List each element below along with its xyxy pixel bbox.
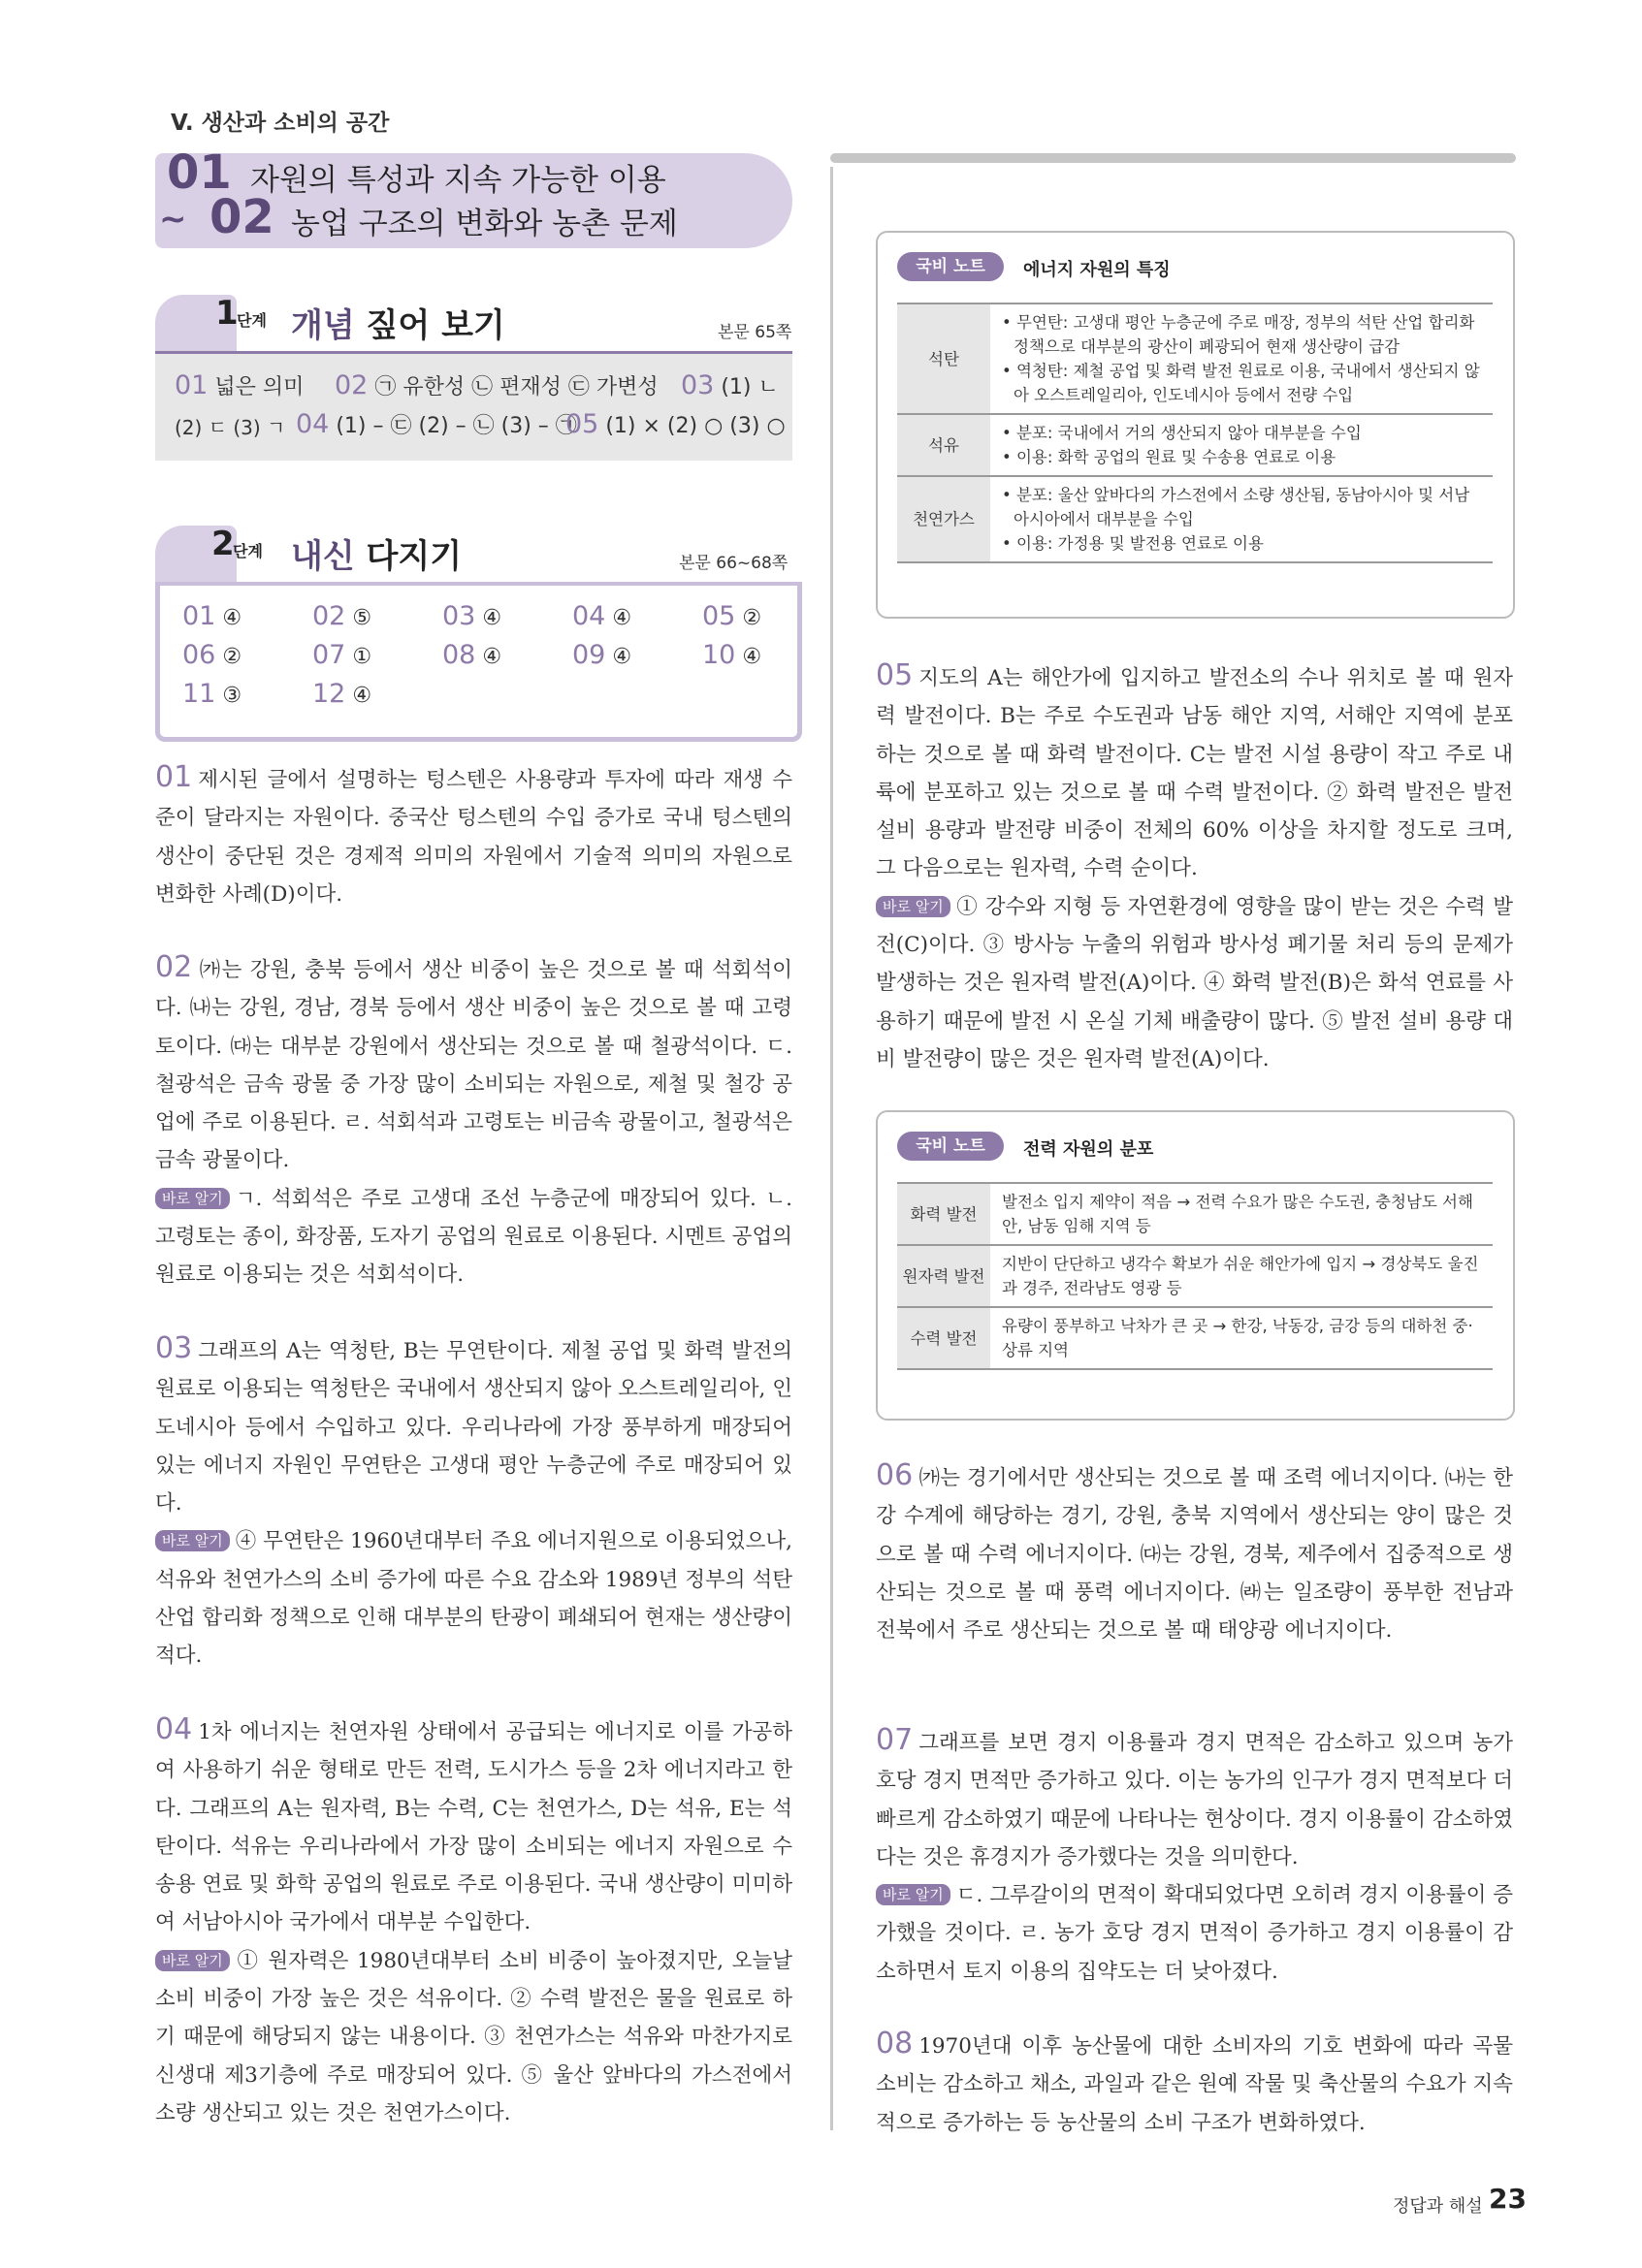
footer-label: 정답과 해설 [1393,2196,1483,2217]
step2-badge-unit: 단계 [233,542,263,560]
table-row [897,476,1493,562]
step2-answer: 02 ⑤ [312,601,372,631]
correction-tag: 바로 알기 [876,896,950,917]
step2-answer: 10 ④ [702,640,762,670]
step2-page-ref: 본문 66~68쪽 [679,554,789,573]
step2-answer: 01 ④ [182,601,242,631]
unit-title-2: 농업 구조의 변화와 농촌 문제 [291,207,678,241]
row-content: • 분포: 울산 앞바다의 가스전에서 소량 생산됨, 동남아시아 및 서남아시아에서 대부분을 수입 • 이용: 가정용 및 발전용 연료로 이용 [990,476,1493,562]
step2-answer: 07 ① [312,640,372,670]
explanation-02: 02 ㈎는 강원, 충북 등에서 생산 비중이 높은 것으로 볼 때 석회석이다. ㈏는 강원, 경남, 경북 등에서 생산 비중이 높은 것으로 볼 때 고령토이다. ㈐는 대부분 강원에서 생산되는 것으로 볼 때 철광석이다. ㄷ. 철광석은 금속 광물 중 가장 많이 소비되는 자원으로, 제철 및 철강 공업에 주로 이용된다. ㄹ. 석회석과 고령토는 비금속 광물이고, 철광석은 금속 광물이다. 바로 알기 ㄱ. 석회석은 주로 고생대 조선 누층군에 매장되어 있다. ㄴ. 고령토는 종이, 화장품, 도자기 공업의 원료로 이용된다. 시멘트 공업의 원료로 이용되는 것은 석회석이다. [155,950,792,1288]
note-title: 전력 자원의 분포 [1023,1139,1154,1160]
explanation-03: 03 그래프의 A는 역청탄, B는 무연탄이다. 제철 공업 및 화력 발전의 원료로 이용되는 역청탄은 국내에서 생산되지 않아 오스트레일리아, 인도네시아 등에서 수입하고 있다. 우리나라에 가장 풍부하게 매장되어 있는 에너지 자원인 무연탄은 고생대 평안 누층군에 주로 매장되어 있다. 바로 알기 ④ 무연탄은 1960년대부터 주요 에너지원으로 이용되었으나, 석유와 천연가스의 소비 증가에 따른 수요 감소와 1989년 정부의 석탄 산업 합리화 정책으로 인해 대부분의 탄광이 폐쇄되어 현재는 생산량이 적다. [155,1331,792,1669]
row-content: • 무연탄: 고생대 평안 누층군에 주로 매장, 정부의 석탄 산업 합리화 정책으로 대부분의 광산이 폐광되어 현재 생산량이 급감 • 역청탄: 제철 공업 및 화력 발전 원료로 이용, 국내에서 생산되지 않아 오스트레일리아, 인도네시아 등에서 전량 수입 [990,303,1493,414]
correction-tag: 바로 알기 [155,1950,230,1971]
row-content: • 분포: 국내에서 거의 생산되지 않아 대부분을 수입 • 이용: 화학 공업의 원료 및 수송용 연료로 이용 [990,414,1493,476]
note-power-distribution [876,1110,1515,1421]
table-row [897,1183,1493,1245]
row-header: 화력 발전 [897,1183,990,1245]
correction-tag: 바로 알기 [876,1884,950,1905]
note-title: 에너지 자원의 특징 [1023,260,1171,280]
step1-badge-unit: 단계 [237,311,267,330]
step2-answer: 03 ④ [442,601,502,631]
row-header: 수력 발전 [897,1307,990,1369]
step1-answer: 01 넓은 의미 [175,370,305,400]
step1-page-ref: 본문 65쪽 [718,323,792,342]
column-divider [830,167,833,2130]
row-header: 석탄 [897,303,990,414]
step2-title: 내신 다지기 [291,537,463,576]
note-table [897,1182,1493,1370]
note-badge: 국비 노트 [897,1132,1004,1161]
row-header: 원자력 발전 [897,1245,990,1307]
unit-title-1: 자원의 특성과 지속 가능한 이용 [250,163,666,198]
explanation-04: 04 1차 에너지는 천연자원 상태에서 공급되는 에너지로 이를 가공하여 사용하기 쉬운 형태로 만든 전력, 도시가스 등을 2차 에너지라고 한다. 그래프의 A는 원자력, B는 수력, C는 천연가스, D는 석유, E는 석탄이다. 석유는 우리나라에서 가장 많이 소비되는 에너지 자원으로 수송용 연료 및 화학 공업의 원료로 주로 이용된다. 국내 생산량이 미미하여 서남아시아 국가에서 대부분 수입한다. 바로 알기 ① 원자력은 1980년대부터 소비 비중이 높아졌지만, 오늘날 소비 비중이 가장 높은 것은 석유이다. ② 수력 발전은 물을 원료로 하기 때문에 해당되지 않는 내용이다. ③ 천연가스는 석유와 마찬가지로 신생대 제3기층에 주로 매장되어 있다. ⑤ 울산 앞바다의 가스전에서 소량 생산되고 있는 것은 천연가스이다. [155,1712,792,2125]
correction-tag: 바로 알기 [155,1188,230,1209]
explanation-07: 07 그래프를 보면 경지 이용률과 경지 면적은 감소하고 있으며 농가 호당 경지 면적만 증가하고 있다. 이는 농가의 인구가 경지 면적보다 더 빠르게 감소하였기 때문에 나타나는 현상이다. 경지 이용률이 감소하였다는 것은 휴경지가 증가했다는 것을 의미한다. 바로 알기 ㄷ. 그루갈이의 면적이 확대되었다면 오히려 경지 이용률이 증가했을 것이다. ㄹ. 농가 호당 경지 면적이 증가하고 경지 이용률이 감소하면서 토지 이용의 집약도는 더 낮아졌다. [876,1723,1513,1984]
step1-answer: 03 (1) ㄴ [681,370,779,400]
section-label: V. 생산과 소비의 공간 [171,111,390,136]
step2-answer: 09 ④ [572,640,632,670]
table-row [897,303,1493,414]
step2-answer: 11 ③ [182,679,242,709]
row-content: 발전소 입지 제약이 적음 → 전력 수요가 많은 수도권, 충청남도 서해안, 남동 임해 지역 등 [990,1183,1493,1245]
step1-answer: 05 (1) × (2) ○ (3) ○ [565,409,786,439]
unit-number-02: 02 [209,190,274,244]
step1-answer: 02 ㉠ 유한성 ㉡ 편재성 ㉢ 가변성 [335,370,659,400]
unit-range-tilde: ~ [159,200,187,239]
step1-answer-box [155,351,792,461]
note-energy-resources [876,231,1515,619]
note-table [897,303,1493,563]
right-column-top-rule [830,153,1516,163]
table-row [897,414,1493,476]
step1-badge-number: 1 [215,294,239,333]
explanation-06: 06 ㈎는 경기에서만 생산되는 것으로 볼 때 조력 에너지이다. ㈏는 한강 수계에 해당하는 경기, 강원, 충북 지역에서 생산되는 양이 많은 것으로 볼 때 수력 에너지이다. ㈐는 강원, 경북, 제주에서 집중적으로 생산되는 것으로 볼 때 풍력 에너지이다. ㈑는 일조량이 풍부한 전남과 전북에서 주로 생산되는 것으로 볼 때 태양광 에너지이다. [876,1458,1513,1644]
page-number: 23 [1489,2183,1527,2215]
row-content: 지반이 단단하고 냉각수 확보가 쉬운 해안가에 입지 → 경상북도 울진과 경주, 전라남도 영광 등 [990,1245,1493,1307]
step1-answer-continued: (2) ㄷ (3) ㄱ [175,416,286,439]
step2-badge-number: 2 [211,525,235,563]
correction-tag: 바로 알기 [155,1530,230,1551]
unit-number-01: 01 [167,145,232,200]
explanation-01: 01 제시된 글에서 설명하는 텅스텐은 사용량과 투자에 따라 재생 수준이 달라지는 자원이다. 중국산 텅스텐의 수입 증가로 국내 텅스텐의 생산이 중단된 것은 경제적 의미의 자원에서 기술적 의미의 자원으로 변화한 사례(D)이다. [155,760,792,907]
step2-answer: 04 ④ [572,601,632,631]
explanation-08: 08 1970년대 이후 농산물에 대한 소비자의 기호 변화에 따라 곡물 소비는 감소하고 채소, 과일과 같은 원예 작물 및 축산물의 수요가 지속적으로 증가하는 등 농산물의 소비 구조가 변화하였다. [876,2027,1513,2135]
step2-answer: 05 ② [702,601,762,631]
row-content: 유량이 풍부하고 낙차가 큰 곳 → 한강, 낙동강, 금강 등의 대하천 중·상류 지역 [990,1307,1493,1369]
row-header: 천연가스 [897,476,990,562]
explanation-05: 05 지도의 A는 해안가에 입지하고 발전소의 수나 위치로 볼 때 원자력 발전이다. B는 주로 수도권과 남동 해안 지역, 서해안 지역에 분포하는 것으로 볼 때 화력 발전이다. C는 발전 시설 용량이 작고 주로 내륙에 분포하고 있는 것으로 볼 때 수력 발전이다. ② 화력 발전은 발전 설비 용량과 발전량 비중이 전체의 60% 이상을 차지할 정도로 크며, 그 다음으로는 원자력, 수력 순이다. 바로 알기 ① 강수와 지형 등 자연환경에 영향을 많이 받는 것은 수력 발전(C)이다. ③ 방사능 누출의 위험과 방사성 폐기물 처리 등의 문제가 발생하는 것은 원자력 발전(A)이다. ④ 화력 발전(B)은 화석 연료를 사용하기 때문에 발전 시 온실 기체 배출량이 많다. ⑤ 발전 설비 용량 대비 발전량이 많은 것은 원자력 발전(A)이다. [876,658,1513,1071]
table-row [897,1307,1493,1369]
step1-title: 개념 짚어 보기 [291,306,505,345]
step2-answer: 06 ② [182,640,242,670]
note-badge: 국비 노트 [897,252,1004,281]
row-header: 석유 [897,414,990,476]
table-row [897,1245,1493,1307]
step1-answer: 04 (1) – ㉢ (2) – ㉡ (3) – ㉠ [296,409,577,439]
step2-answer: 08 ④ [442,640,502,670]
step2-answer: 12 ④ [312,679,372,709]
